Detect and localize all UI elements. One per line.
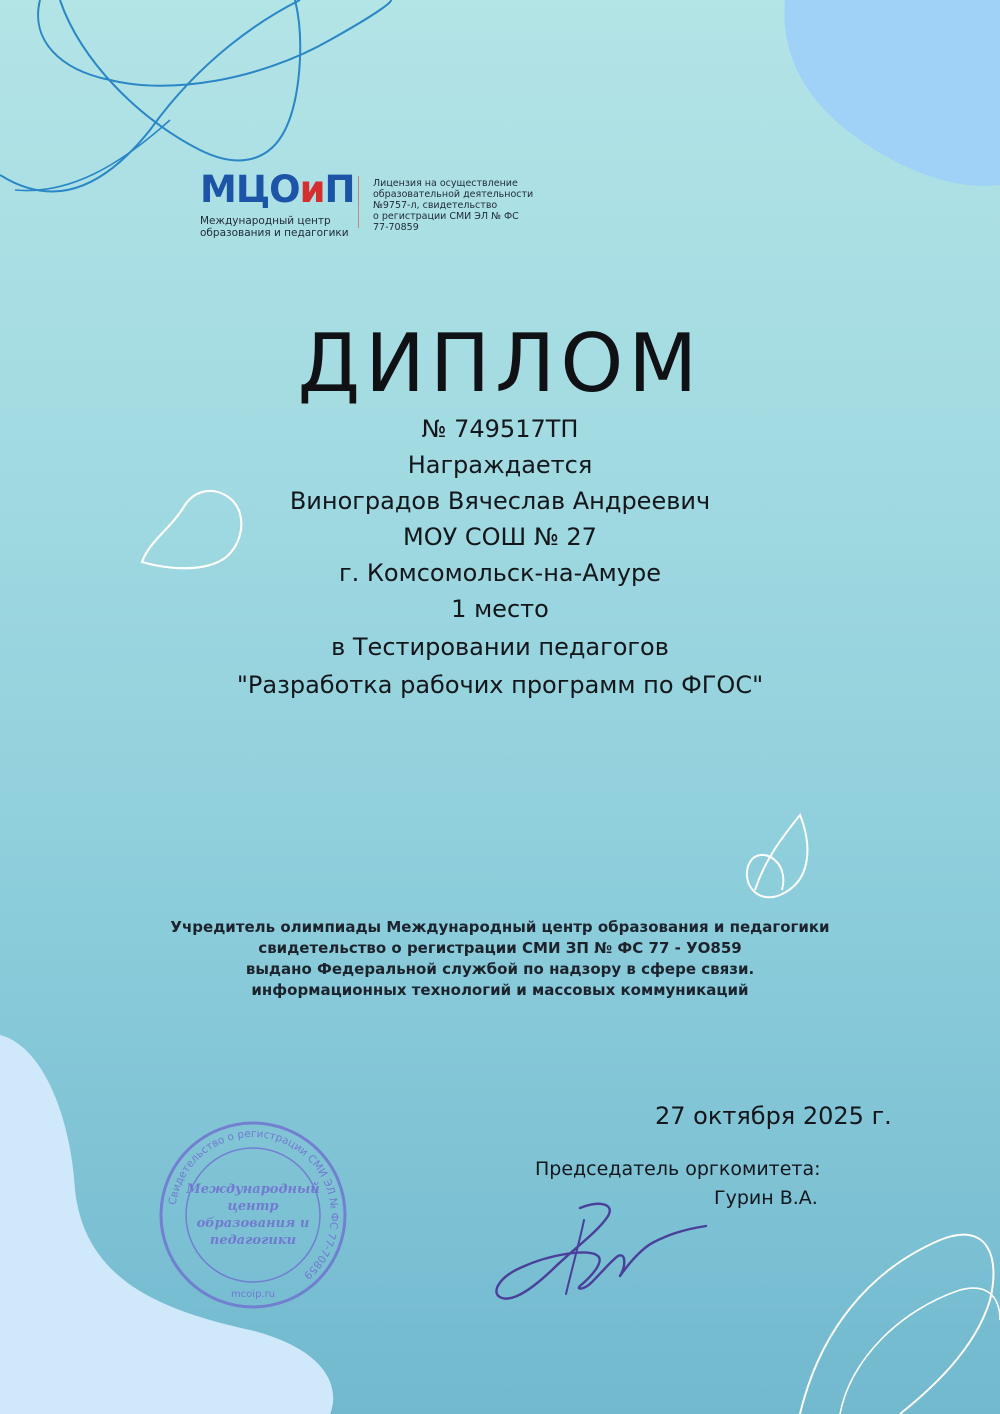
logo-divider [358, 176, 359, 228]
chair-name: Гурин В.А. [714, 1187, 818, 1209]
city-name: г. Комсомольск-на-Амуре [339, 559, 661, 587]
organization-stamp [158, 1120, 348, 1310]
chair-signature [480, 1190, 720, 1320]
logo-full-name: Международный центр образования и педагогики [200, 215, 349, 239]
license-info: Лицензия на осуществление образовательной деятельности №9757-л, свидетельство о регистрации СМИ ЭЛ № ФС 77-70859 [373, 178, 534, 233]
top-left-squiggle [0, 0, 300, 192]
chair-title: Председатель оргкомитета: [535, 1158, 821, 1180]
top-right-blob [784, 0, 1000, 186]
organization-logo [200, 170, 560, 240]
stamp-line-3: образования и [196, 1216, 310, 1231]
issue-date: 27 октября 2025 г. [655, 1102, 892, 1130]
school-name: МОУ СОШ № 27 [403, 523, 597, 551]
bottom-right-squiggle-2 [840, 1288, 1000, 1414]
awarded-label: Награждается [407, 451, 593, 479]
stamp-site: mcoip.ru [230, 1289, 276, 1300]
event-name: в Тестировании педагогов [331, 633, 669, 661]
stamp-ring-text: Свидетельство о регистрации СМИ ЭЛ № ФС 77-70859 [166, 1127, 341, 1282]
founder-info: Учредитель олимпиады Международный центр образования и педагогики свидетельство о регистрации СМИ ЗП № ФС 77 - УО859 выдано Федеральной службой по надзору в сфере связи. информационных технологий и массовых коммуникаций [170, 918, 830, 999]
diploma-title: ДИПЛОМ [297, 317, 703, 410]
stamp-line-1: Международный [186, 1182, 320, 1197]
stamp-line-4: педагогики [209, 1233, 297, 1248]
award-place: 1 место [451, 595, 549, 623]
recipient-name: Виноградов Вячеслав Андреевич [289, 487, 711, 515]
top-left-squiggle-2 [38, 0, 391, 86]
topic-name: "Разработка рабочих программ по ФГОС" [236, 671, 764, 699]
right-squiggle [747, 815, 807, 897]
logo-abbreviation: МЦОиП [200, 168, 355, 211]
diploma-number: № 749517ТП [421, 415, 579, 443]
top-left-squiggle-3 [60, 0, 300, 160]
stamp-line-2: центр [227, 1199, 279, 1214]
